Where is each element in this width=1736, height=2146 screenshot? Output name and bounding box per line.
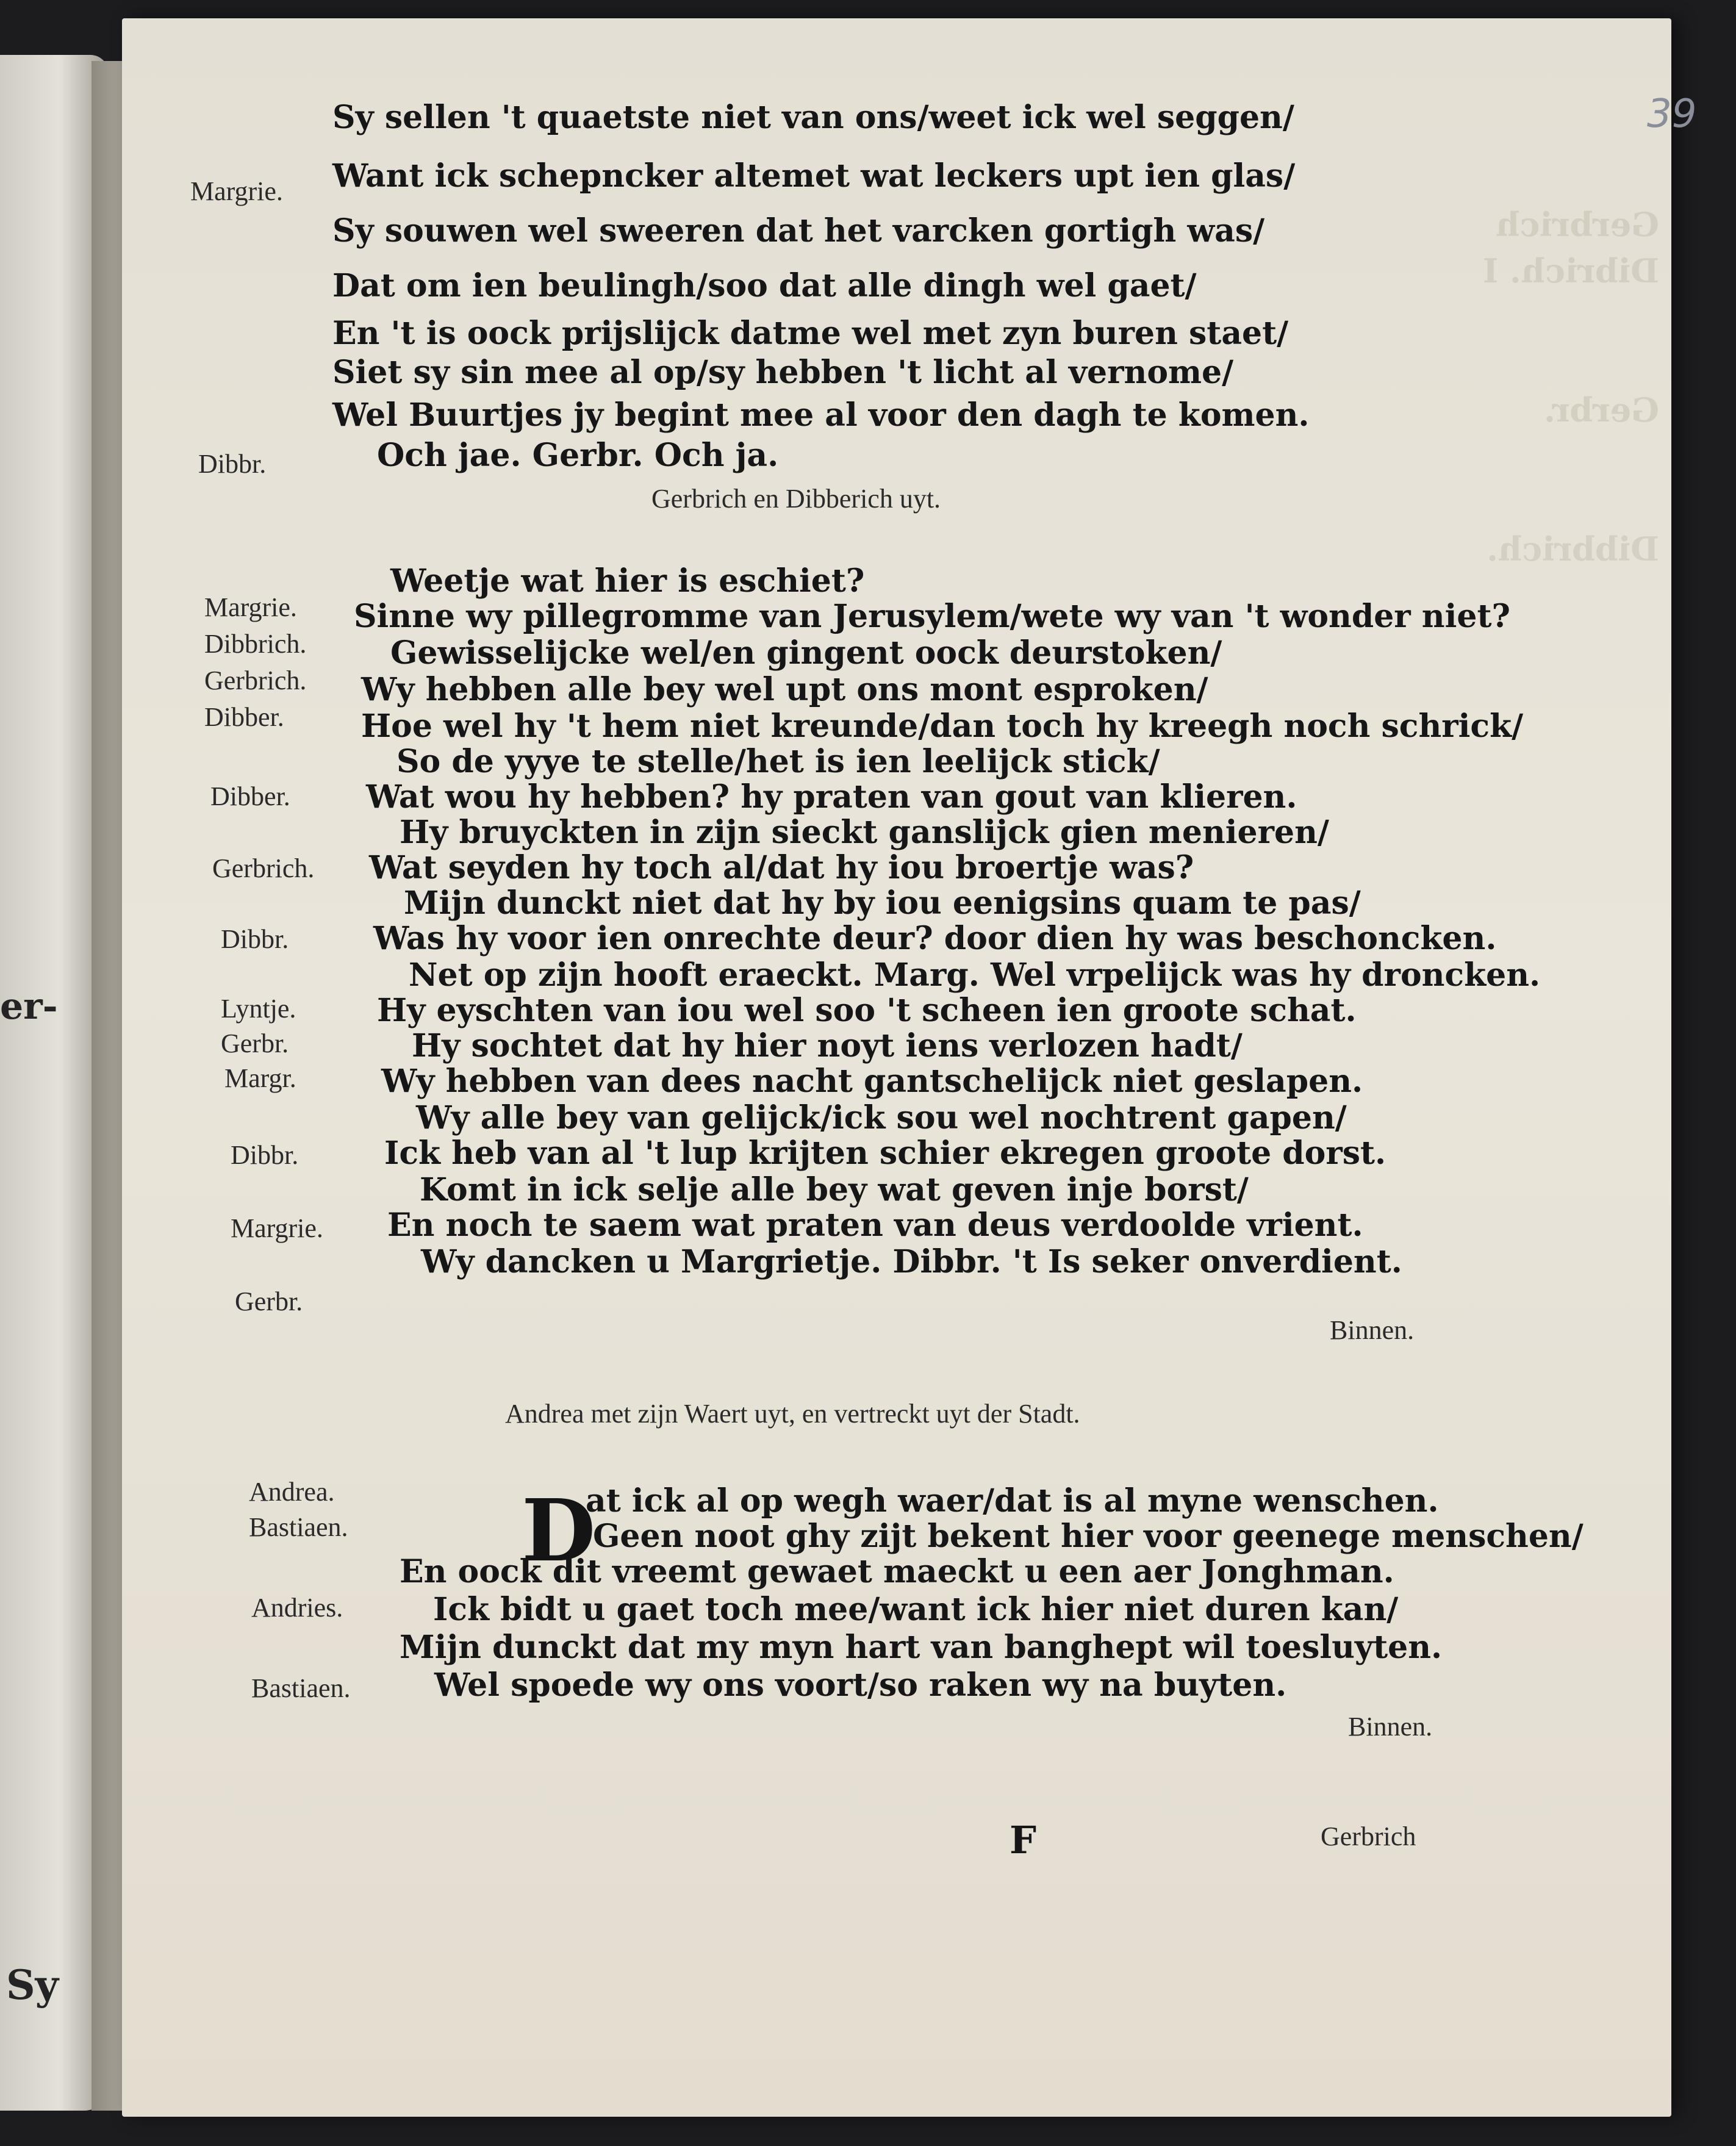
- exit-direction: Binnen.: [1348, 1712, 1433, 1742]
- bleed-through-text: Gerbrich Dibrich. I Gerbr. Dibbrich.: [1482, 205, 1659, 569]
- speaker-label: Dibber.: [204, 702, 284, 732]
- speaker-label: Bastiaen.: [251, 1673, 351, 1703]
- verse-line: Wy hebben van dees nacht gantschelijck niet geslapen.: [381, 1063, 1363, 1100]
- verse-line: Ick bidt u gaet toch mee/want ick hier niet duren kan/: [433, 1591, 1399, 1628]
- verse-line: Wy dancken u Margrietje. Dibbr. 't Is seker onverdient.: [421, 1243, 1402, 1280]
- verse-line: Was hy voor ien onrechte deur? door dien hy was beschoncken.: [373, 920, 1497, 957]
- drop-cap: D: [522, 1481, 596, 1581]
- verse-line: Net op zijn hooft eraeckt. Marg. Wel vrpelijck was hy droncken.: [409, 956, 1541, 994]
- left-page-fragment: er-: [0, 985, 58, 1028]
- speaker-label: Lyntje.: [221, 994, 296, 1024]
- verse-line: Mijn dunckt dat my myn hart van banghept wil toesluyten.: [400, 1629, 1443, 1666]
- left-page-fragment: Sy: [6, 1961, 59, 2009]
- verse-line: Hoe wel hy 't hem niet kreunde/dan toch hy kreegh noch schrick/: [361, 708, 1524, 745]
- speaker-label: Gerbr.: [235, 1287, 303, 1316]
- speaker-label: Dibbr.: [221, 924, 289, 954]
- handwritten-page-number: 39: [1647, 92, 1697, 137]
- verse-line: Wy hebben alle bey wel upt ons mont esproken/: [361, 671, 1208, 708]
- verse-line: Hy sochtet dat hy hier noyt iens verlozen hadt/: [412, 1027, 1243, 1064]
- verse-line: Wat wou hy hebben? hy praten van gout van klieren.: [366, 778, 1297, 816]
- speaker-label: Dibbr.: [231, 1140, 299, 1170]
- verse-line: Wy alle bey van gelijck/ick sou wel nochtrent gapen/: [416, 1099, 1347, 1136]
- speaker-label: Gerbrich.: [204, 666, 307, 695]
- verse-line: Sinne wy pillegromme van Jerusylem/wete wy van 't wonder niet?: [354, 598, 1510, 635]
- verse-line: Sy souwen wel sweeren dat het varcken gortigh was/: [332, 212, 1265, 249]
- verse-line: En 't is oock prijslijck datme wel met zyn buren staet/: [332, 315, 1289, 352]
- verse-line: Wel spoede wy ons voort/so raken wy na buyten.: [434, 1667, 1287, 1704]
- verse-line: Siet sy sin mee al op/sy hebben 't licht al vernome/: [332, 354, 1234, 391]
- speaker-label: Margrie.: [231, 1213, 323, 1243]
- verse-line: Dat om ien beulingh/soo dat alle dingh wel gaet/: [332, 267, 1197, 304]
- speaker-label: Margrie.: [204, 592, 297, 622]
- verse-line: Mijn dunckt niet dat hy by iou eenigsins quam te pas/: [404, 885, 1361, 922]
- verse-line: Wel Buurtjes jy begint mee al voor den dagh te komen.: [332, 397, 1310, 434]
- verse-line: En noch te saem wat praten van deus verdoolde vrient.: [387, 1207, 1363, 1244]
- verse-line: Gewisselijcke wel/en gingent oock deurstoken/: [390, 634, 1222, 672]
- stage-direction: Gerbrich en Dibberich uyt.: [651, 484, 941, 514]
- verse-line: Geen noot ghy zijt bekent hier voor geenege menschen/: [593, 1518, 1584, 1555]
- speaker-label: Andrea.: [249, 1477, 335, 1507]
- stage-direction: Andrea met zijn Waert uyt, en vertreckt uyt der Stadt.: [505, 1399, 1080, 1429]
- verse-line: Och jae. Gerbr. Och ja.: [377, 437, 779, 474]
- verse-line: Wat seyden hy toch al/dat hy iou broertje was?: [369, 849, 1194, 886]
- verse-line: Want ick schepncker altemet wat leckers upt ien glas/: [332, 157, 1296, 195]
- speaker-label: Bastiaen.: [249, 1512, 348, 1542]
- verse-line: Ick heb van al 't lup krijten schier ekregen groote dorst.: [384, 1135, 1386, 1172]
- verse-line: Sy sellen 't quaetste niet van ons/weet ick wel seggen/: [332, 99, 1294, 136]
- verse-line: Weetje wat hier is eschiet?: [390, 562, 865, 600]
- exit-direction: Binnen.: [1330, 1315, 1415, 1345]
- signature-mark: F: [1010, 1818, 1037, 1862]
- verse-line: So de yyye te stelle/het is ien leelijck stick/: [396, 743, 1160, 780]
- speaker-label: Gerbrich.: [212, 853, 315, 883]
- book-page: [122, 18, 1697, 2117]
- verse-line: Hy eyschten van iou wel soo 't scheen ien groote schat.: [377, 992, 1357, 1029]
- verse-line: Komt in ick selje alle bey wat geven inje borst/: [420, 1171, 1249, 1208]
- catchword: Gerbrich: [1321, 1821, 1416, 1851]
- verse-line: Hy bruyckten in zijn sieckt ganslijck gien menieren/: [400, 814, 1329, 851]
- speaker-label: Margrie.: [190, 176, 283, 206]
- verse-line: En oock dit vreemt gewaet maeckt u een aer Jonghman.: [400, 1553, 1394, 1590]
- speaker-label: Andries.: [251, 1593, 343, 1623]
- speaker-label: Dibber.: [210, 781, 290, 811]
- speaker-label: Dibbrich.: [204, 629, 307, 659]
- verse-line: at ick al op wegh waer/dat is al myne wenschen.: [586, 1482, 1439, 1520]
- speaker-label: Margr.: [224, 1063, 296, 1093]
- speaker-label: Dibbr.: [198, 449, 267, 479]
- speaker-label: Gerbr.: [221, 1028, 289, 1058]
